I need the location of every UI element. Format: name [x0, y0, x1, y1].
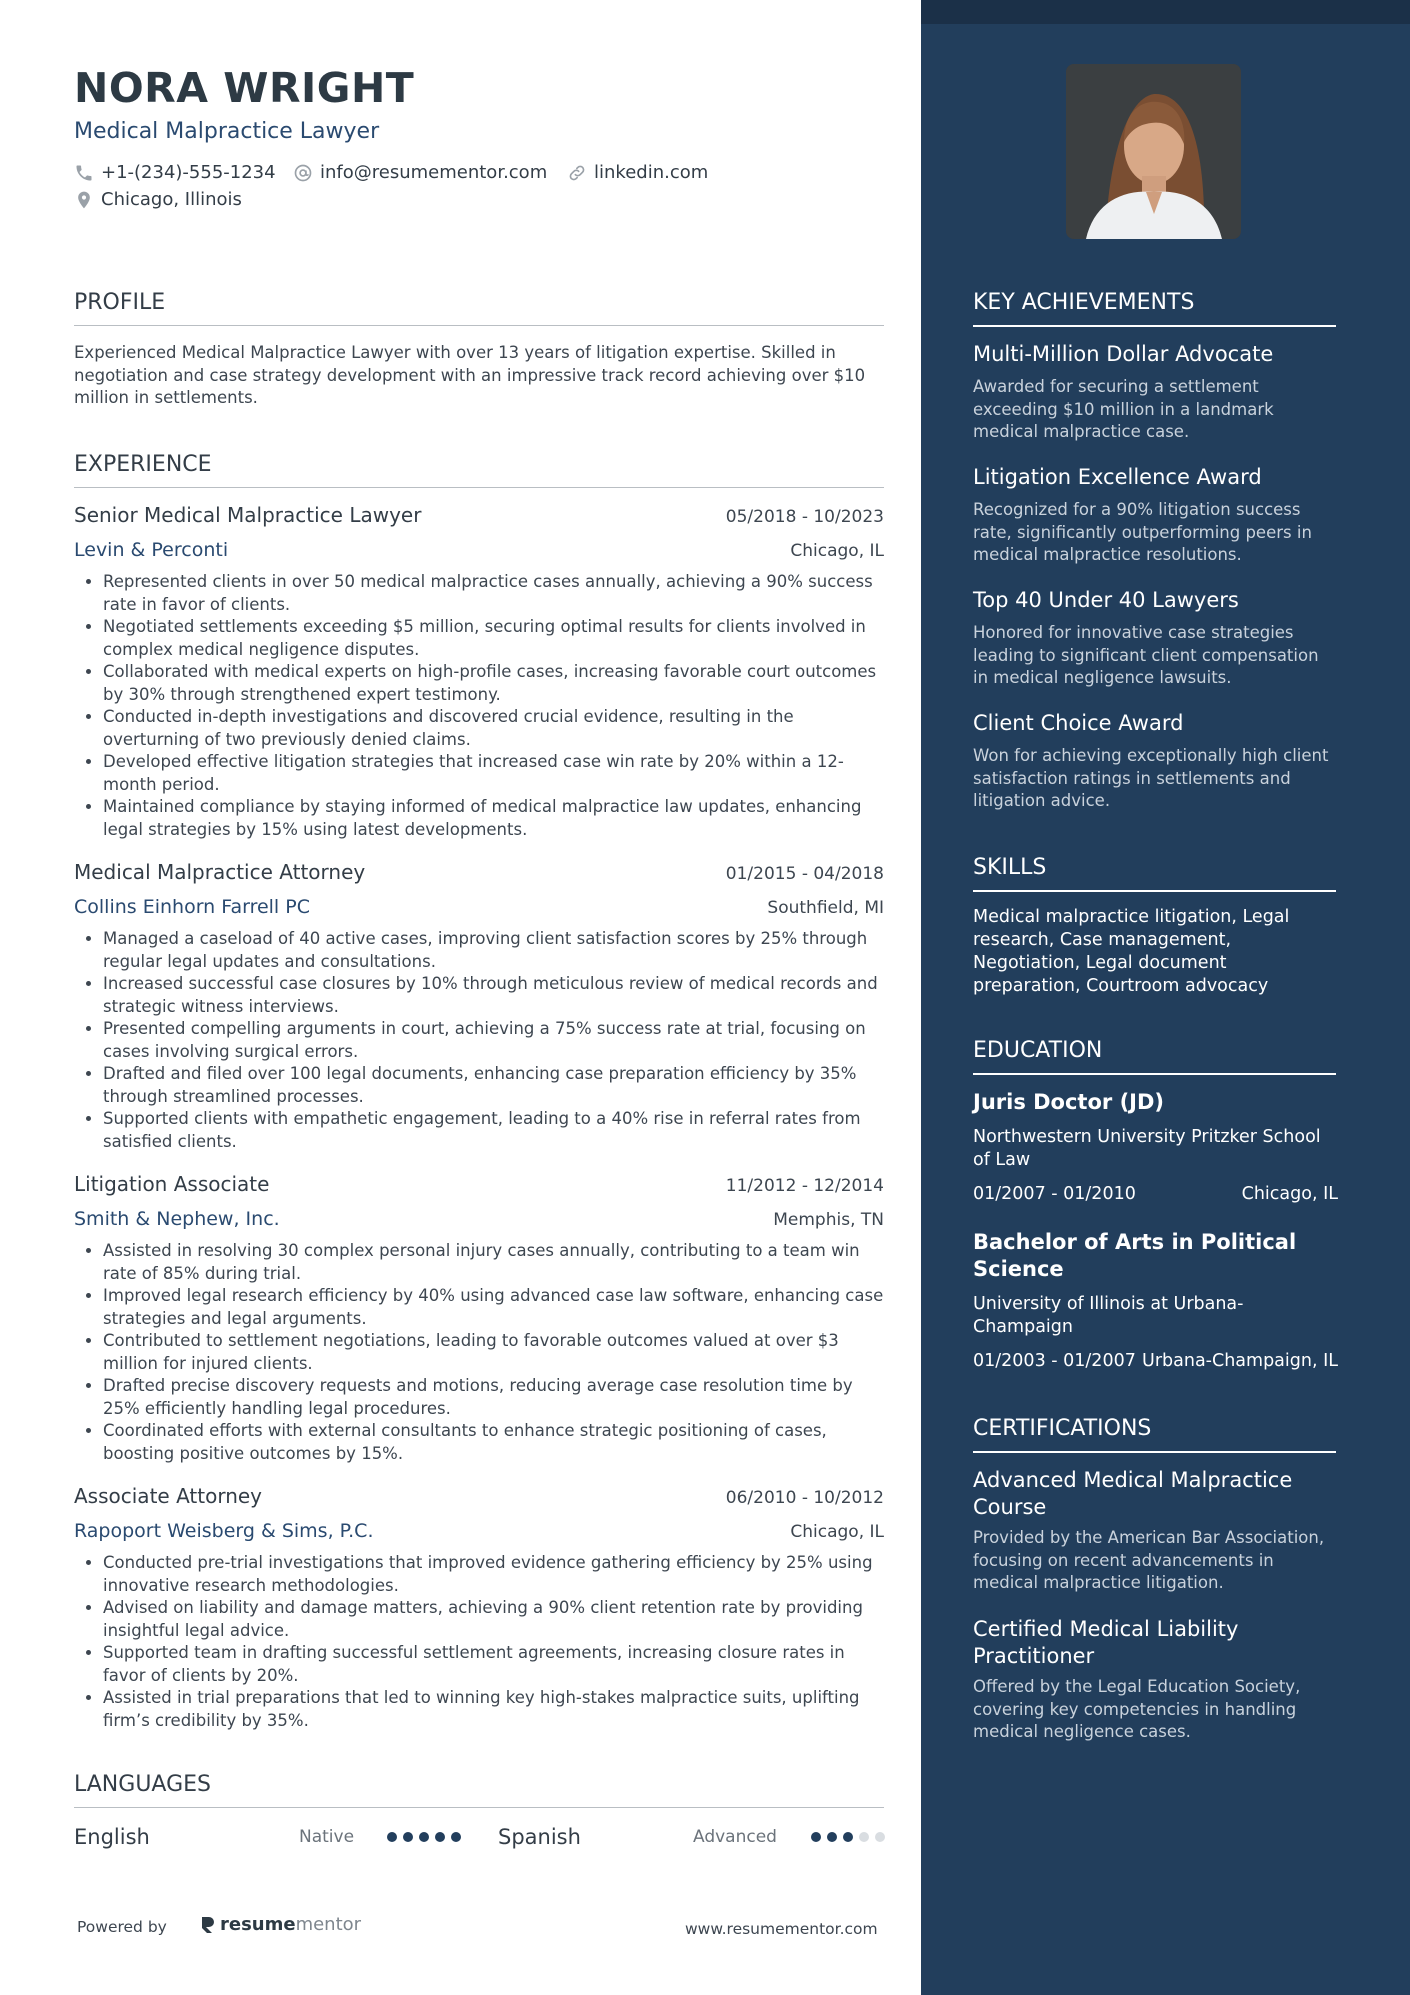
job-bullet: • Advised on liability and damage matters, achieving a 90% client retention rate by providing insightful legal advice.: [103, 1597, 884, 1642]
achievement-title: Client Choice Award: [973, 711, 1184, 735]
job-bullet: • Drafted and filed over 100 legal documents, enhancing case preparation efficiency by 35% through streamlined processes.: [103, 1063, 884, 1108]
contact-phone[interactable]: [74, 161, 276, 185]
achievement-text: Awarded for securing a settlement exceeding $10 million in a landmark medical malpractice case.: [973, 377, 1274, 441]
language-rating: [387, 1822, 461, 1852]
job-bullet: • Increased successful case closures by 10% through meticulous review of medical records and strategic witness interviews.: [103, 973, 884, 1018]
job-title: Litigation Associate: [74, 1172, 270, 1196]
phone-icon: [74, 163, 94, 183]
language-level-wrap: [693, 1822, 777, 1852]
job-bullet: • Managed a caseload of 40 active cases, improving client satisfaction scores by 25% through regular legal updates and consultations.: [103, 928, 884, 973]
job-bullet: • Assisted in resolving 30 complex personal injury cases annually, contributing to a team win rate of 85% during trial.: [103, 1240, 884, 1285]
location-text: Chicago, Illinois: [101, 189, 242, 210]
certification-item: [973, 1616, 1338, 1744]
rating-dot-filled: [827, 1832, 837, 1842]
job-location: Memphis, TN: [773, 1210, 884, 1230]
rating-dot-filled: [843, 1832, 853, 1842]
education-heading: EDUCATION: [973, 1037, 1336, 1075]
job-entry: [74, 1171, 884, 1465]
job-bullet: • Conducted in-depth investigations and discovered crucial evidence, resulting in the overturning of two previously denied claims.: [103, 706, 884, 751]
contact-email[interactable]: [293, 161, 547, 185]
resumementor-logo[interactable]: [200, 1914, 361, 1935]
achievements-heading: KEY ACHIEVEMENTS: [973, 289, 1336, 327]
job-dates: 11/2012 - 12/2014: [725, 1176, 884, 1196]
candidate-title: Medical Malpractice Lawyer: [74, 119, 380, 144]
job-bullet: • Assisted in trial preparations that led to winning key high-stakes malpractice suits, uplifting firm’s credibility by 35%.: [103, 1687, 884, 1732]
footer-url[interactable]: www.resumementor.com: [685, 1920, 878, 1938]
certification-title: Certified Medical Liability Practitioner: [973, 1617, 1239, 1668]
language-name: English: [74, 1825, 150, 1849]
education-school: Northwestern University Pritzker School of Law: [973, 1127, 1321, 1170]
job-title: Medical Malpractice Attorney: [74, 860, 366, 884]
job-bullet: • Supported clients with empathetic engagement, leading to a 40% rise in referral rates from satisfied clients.: [103, 1108, 884, 1153]
job-company: Levin & Perconti: [74, 539, 229, 561]
link-icon: [567, 163, 587, 183]
job-bullet: • Contributed to settlement negotiations, leading to favorable outcomes valued at over $3 million for injured clients.: [103, 1330, 884, 1375]
rating-dots: [811, 1832, 885, 1842]
rating-dot-filled: [451, 1832, 461, 1842]
rating-dots: [387, 1832, 461, 1842]
linkedin-text: linkedin.com: [594, 162, 709, 183]
job-title: Senior Medical Malpractice Lawyer: [74, 503, 422, 527]
job-bullet: • Drafted precise discovery requests and motions, reducing average case resolution time by 25% efficiently handling legal procedures.: [103, 1375, 884, 1420]
job-bullet: • Collaborated with medical experts on high-profile cases, increasing favorable court outcomes by 30% through strengthened expert testimony.: [103, 661, 884, 706]
job-entry: [74, 502, 884, 841]
logo-text-bold: resume: [220, 1914, 296, 1935]
rating-dot-empty: [859, 1832, 869, 1842]
job-bullet: • Conducted pre-trial investigations that improved evidence gathering efficiency by 25% using innovative research methodologies.: [103, 1552, 884, 1597]
achievement-item: [973, 710, 1338, 813]
location-pin-icon: [74, 190, 94, 210]
job-bullets: [74, 1240, 884, 1465]
language-rating: [811, 1822, 885, 1852]
sidebar-top-band: [921, 0, 1410, 24]
education-school: University of Illinois at Urbana-Champaign: [973, 1294, 1244, 1337]
education-item: [973, 1089, 1338, 1204]
job-title: Associate Attorney: [74, 1484, 263, 1508]
achievement-title: Top 40 Under 40 Lawyers: [973, 588, 1239, 612]
portrait-image: [1066, 64, 1241, 239]
logo-text-light: mentor: [295, 1914, 362, 1935]
job-location: Southfield, MI: [767, 898, 884, 918]
job-location: Chicago, IL: [790, 1522, 884, 1542]
rating-dot-empty: [875, 1832, 885, 1842]
rating-dot-filled: [387, 1832, 397, 1842]
achievement-title: Litigation Excellence Award: [973, 465, 1262, 489]
contact-location: [74, 188, 242, 212]
certification-title: Advanced Medical Malpractice Course: [973, 1468, 1293, 1519]
job-dates: 05/2018 - 10/2023: [725, 507, 884, 527]
job-bullet: • Supported team in drafting successful settlement agreements, increasing closure rates in favor of clients by 20%.: [103, 1642, 884, 1687]
job-bullets: [74, 571, 884, 841]
job-dates: 01/2015 - 04/2018: [725, 864, 884, 884]
education-degree: Juris Doctor (JD): [973, 1090, 1165, 1114]
achievement-text: Honored for innovative case strategies leading to significant client compensation in medical negligence lawsuits.: [973, 623, 1319, 687]
rating-dot-filled: [811, 1832, 821, 1842]
job-bullet: • Developed effective litigation strategies that increased case win rate by 20% within a 12-month period.: [103, 751, 884, 796]
language-level-wrap: [299, 1822, 354, 1852]
job-bullet: • Improved legal research efficiency by 40% using advanced case law software, enhancing case strategies and legal arguments.: [103, 1285, 884, 1330]
achievement-item: [973, 341, 1338, 444]
achievement-text: Recognized for a 90% litigation success rate, significantly outperforming peers in medical malpractice resolutions.: [973, 500, 1312, 564]
candidate-name: NORA WRIGHT: [74, 64, 415, 112]
at-sign-icon: [293, 163, 313, 183]
language-level: Native: [299, 1827, 355, 1847]
achievement-text: Won for achieving exceptionally high client satisfaction ratings in settlements and litigation advice.: [973, 746, 1329, 810]
job-dates: 06/2010 - 10/2012: [725, 1488, 884, 1508]
certification-text: Provided by the American Bar Association, focusing on recent advancements in medical malpractice litigation.: [973, 1528, 1325, 1592]
education-dates: 01/2003 - 01/2007: [973, 1351, 1136, 1371]
job-entry: [74, 859, 884, 1153]
email-text: info@resumementor.com: [320, 162, 548, 183]
education-item: [973, 1229, 1338, 1371]
certifications-heading: CERTIFICATIONS: [973, 1415, 1336, 1453]
achievement-item: [973, 464, 1338, 567]
education-meta: [973, 1351, 1338, 1371]
achievement-title: Multi-Million Dollar Advocate: [973, 342, 1274, 366]
job-entry: [74, 1483, 884, 1732]
job-company: Smith & Nephew, Inc.: [74, 1208, 280, 1230]
rating-dot-filled: [403, 1832, 413, 1842]
language-item: [498, 1822, 581, 1852]
job-bullets: [74, 1552, 884, 1732]
skills-block: [973, 906, 1338, 998]
powered-by-label: Powered by: [77, 1918, 167, 1936]
job-location: Chicago, IL: [790, 541, 884, 561]
certification-item: [973, 1467, 1338, 1595]
logo-mark-icon: [200, 1915, 216, 1935]
job-bullet: • Represented clients in over 50 medical malpractice cases annually, achieving a 90% success rate in favor of clients.: [103, 571, 884, 616]
job-bullet: • Maintained compliance by staying informed of medical malpractice law updates, enhancing legal strategies by 15% using latest developments.: [103, 796, 884, 841]
education-degree: Bachelor of Arts in Political Science: [973, 1230, 1297, 1281]
languages-heading: LANGUAGES: [74, 1771, 884, 1808]
job-bullet: • Negotiated settlements exceeding $5 million, securing optimal results for clients involved in complex medical negligence disputes.: [103, 616, 884, 661]
rating-dot-filled: [419, 1832, 429, 1842]
job-company: Rapoport Weisberg & Sims, P.C.: [74, 1520, 374, 1542]
profile-heading: PROFILE: [74, 289, 884, 326]
profile-text: Experienced Medical Malpractice Lawyer with over 13 years of litigation expertise. Skilled in negotiation and case strategy development with an impressive track record achieving over $10 million in settlements.: [74, 343, 866, 407]
education-meta: [973, 1184, 1338, 1204]
skills-text: Medical malpractice litigation, Legal research, Case management, Negotiation, Legal document preparation, Courtroom advocacy: [973, 907, 1290, 996]
phone-text: +1-(234)-555-1234: [101, 162, 276, 183]
rating-dot-filled: [435, 1832, 445, 1842]
education-location: Chicago, IL: [1241, 1184, 1338, 1204]
certification-text: Offered by the Legal Education Society, covering key competencies in handling medical negligence cases.: [973, 1677, 1301, 1741]
profile-photo: [1066, 64, 1241, 239]
education-dates: 01/2007 - 01/2010: [973, 1184, 1136, 1204]
experience-heading: EXPERIENCE: [74, 451, 884, 488]
language-level: Advanced: [693, 1827, 777, 1847]
job-bullet: • Coordinated efforts with external consultants to enhance strategic positioning of cases, boosting positive outcomes by 15%.: [103, 1420, 884, 1465]
contact-linkedin[interactable]: [567, 161, 708, 185]
language-name: Spanish: [498, 1825, 581, 1849]
education-location: Urbana-Champaign, IL: [1142, 1351, 1338, 1371]
language-item: [74, 1822, 150, 1852]
achievement-item: [973, 587, 1338, 690]
skills-heading: SKILLS: [973, 854, 1336, 892]
job-bullets: [74, 928, 884, 1153]
job-bullet: • Presented compelling arguments in court, achieving a 75% success rate at trial, focusing on cases involving surgical errors.: [103, 1018, 884, 1063]
job-company: Collins Einhorn Farrell PC: [74, 896, 310, 918]
